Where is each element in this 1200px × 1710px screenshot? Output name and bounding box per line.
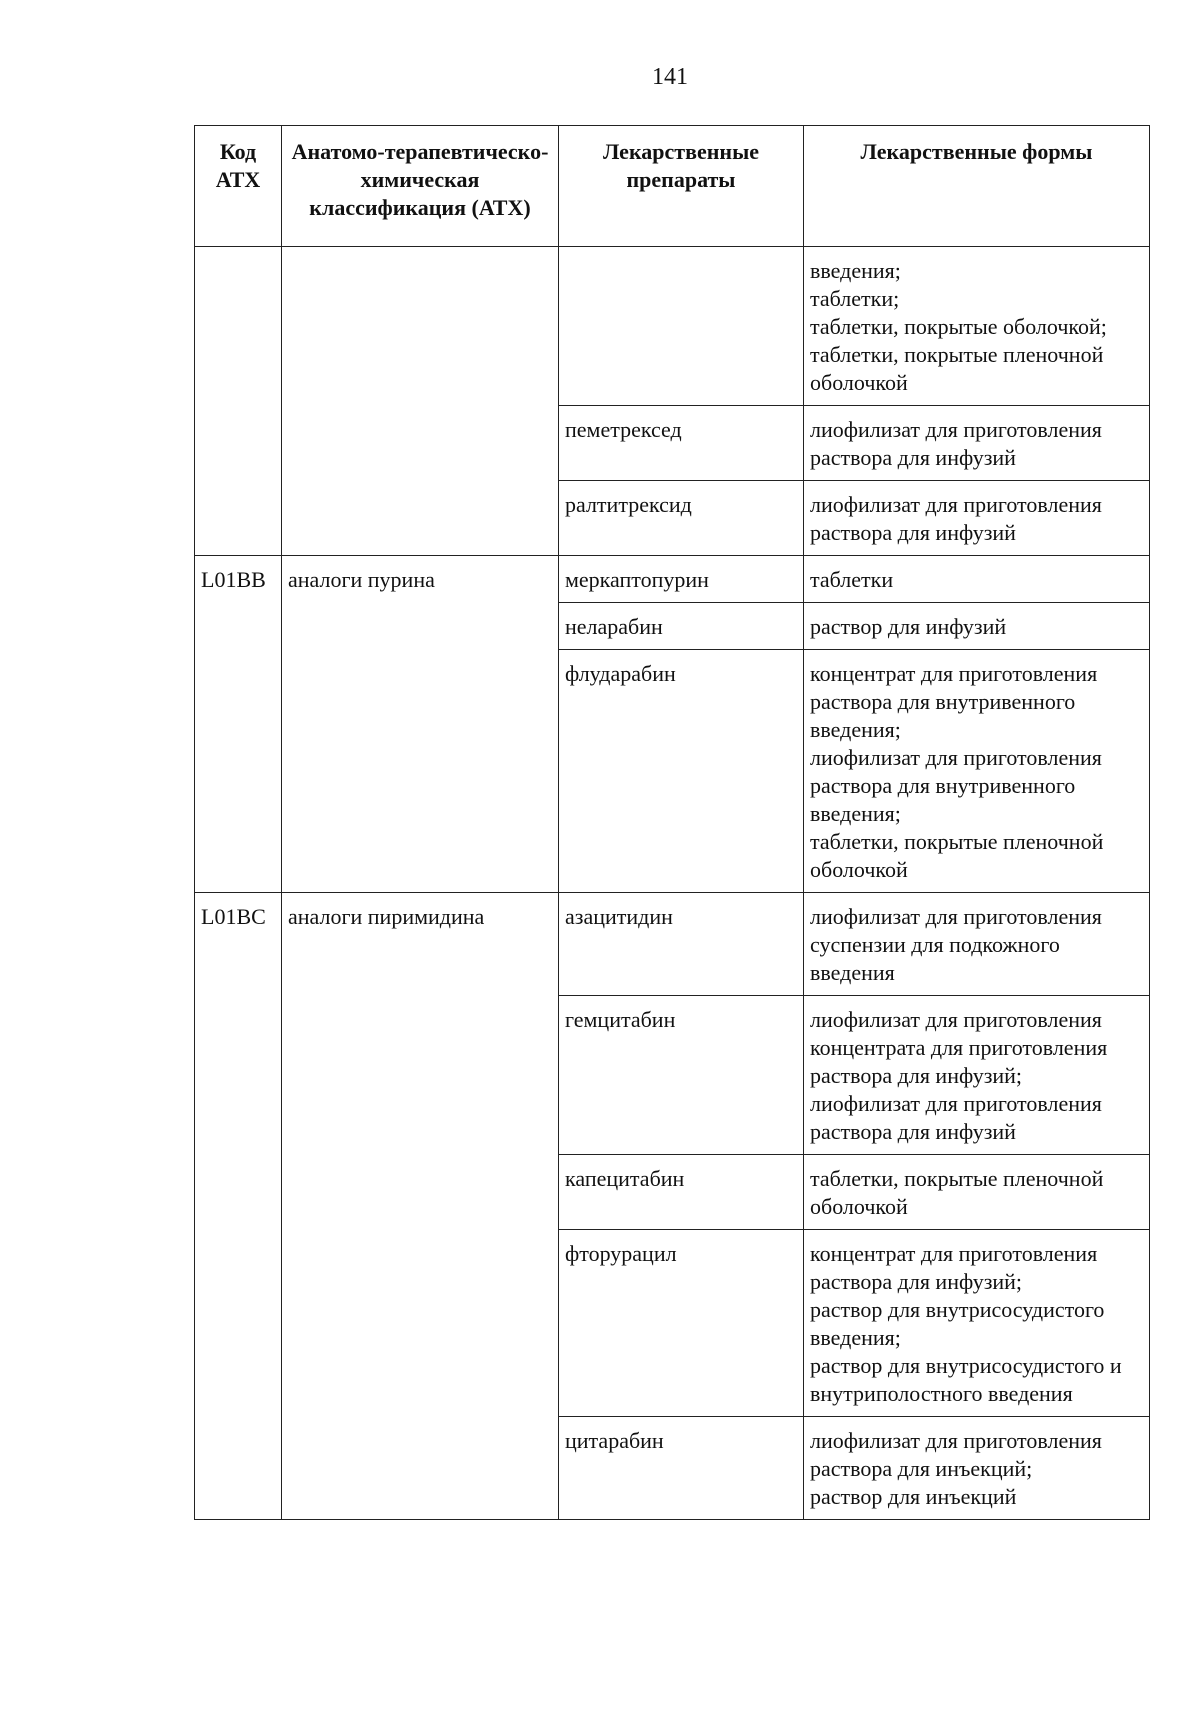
dosage-forms-cell: лиофилизат для приготовления раствора для инфузий: [804, 481, 1150, 556]
drug-cell: флударабин: [559, 650, 804, 893]
drug-cell: меркаптопурин: [559, 556, 804, 603]
drug-cell: капецитабин: [559, 1155, 804, 1230]
dosage-forms-cell: таблетки, покрытые пленочной оболочкой: [804, 1155, 1150, 1230]
drug-cell: гемцитабин: [559, 996, 804, 1155]
dosage-forms-cell: таблетки: [804, 556, 1150, 603]
page-number: 141: [652, 64, 688, 90]
drug-cell: неларабин: [559, 603, 804, 650]
drug-cell: ралтитрексид: [559, 481, 804, 556]
table-row: [195, 556, 1150, 603]
table-row: [195, 893, 1150, 996]
drug-cell: пеметрексед: [559, 406, 804, 481]
atc-code-cell: L01BC: [195, 893, 282, 1520]
atc-group-cell: аналоги пурина: [282, 556, 559, 893]
header-atc-classification: Анатомо-терапевтическо-химическая классификация (АТХ): [282, 126, 559, 247]
table-row: [195, 247, 1150, 406]
dosage-forms-cell: концентрат для приготовления раствора для внутривенного введения; лиофилизат для приготовления раствора для внутривенного введения; таблетки, покрытые пленочной оболочкой: [804, 650, 1150, 893]
dosage-forms-cell: лиофилизат для приготовления раствора для инъекций; раствор для инъекций: [804, 1417, 1150, 1520]
dosage-forms-cell: лиофилизат для приготовления суспензии для подкожного введения: [804, 893, 1150, 996]
atc-table: [194, 125, 1150, 1520]
drug-cell: азацитидин: [559, 893, 804, 996]
table-header-row: [195, 126, 1150, 247]
dosage-forms-cell: раствор для инфузий: [804, 603, 1150, 650]
drug-cell: цитарабин: [559, 1417, 804, 1520]
atc-code-cell: [195, 247, 282, 556]
header-drugs: Лекарственные препараты: [559, 126, 804, 247]
header-dosage-forms: Лекарственные формы: [804, 126, 1150, 247]
dosage-forms-cell: лиофилизат для приготовления раствора для инфузий: [804, 406, 1150, 481]
atc-group-cell: аналоги пиримидина: [282, 893, 559, 1520]
atc-code-cell: L01BB: [195, 556, 282, 893]
dosage-forms-cell: концентрат для приготовления раствора для инфузий; раствор для внутрисосудистого введения; раствор для внутрисосудистого и внутриполостного введения: [804, 1230, 1150, 1417]
drug-cell: [559, 247, 804, 406]
dosage-forms-cell: лиофилизат для приготовления концентрата для приготовления раствора для инфузий; лиофилизат для приготовления раствора для инфузий: [804, 996, 1150, 1155]
atc-group-cell: [282, 247, 559, 556]
header-atc-code: Код АТХ: [195, 126, 282, 247]
dosage-forms-cell: введения; таблетки; таблетки, покрытые оболочкой; таблетки, покрытые пленочной оболочкой: [804, 247, 1150, 406]
drug-cell: фторурацил: [559, 1230, 804, 1417]
